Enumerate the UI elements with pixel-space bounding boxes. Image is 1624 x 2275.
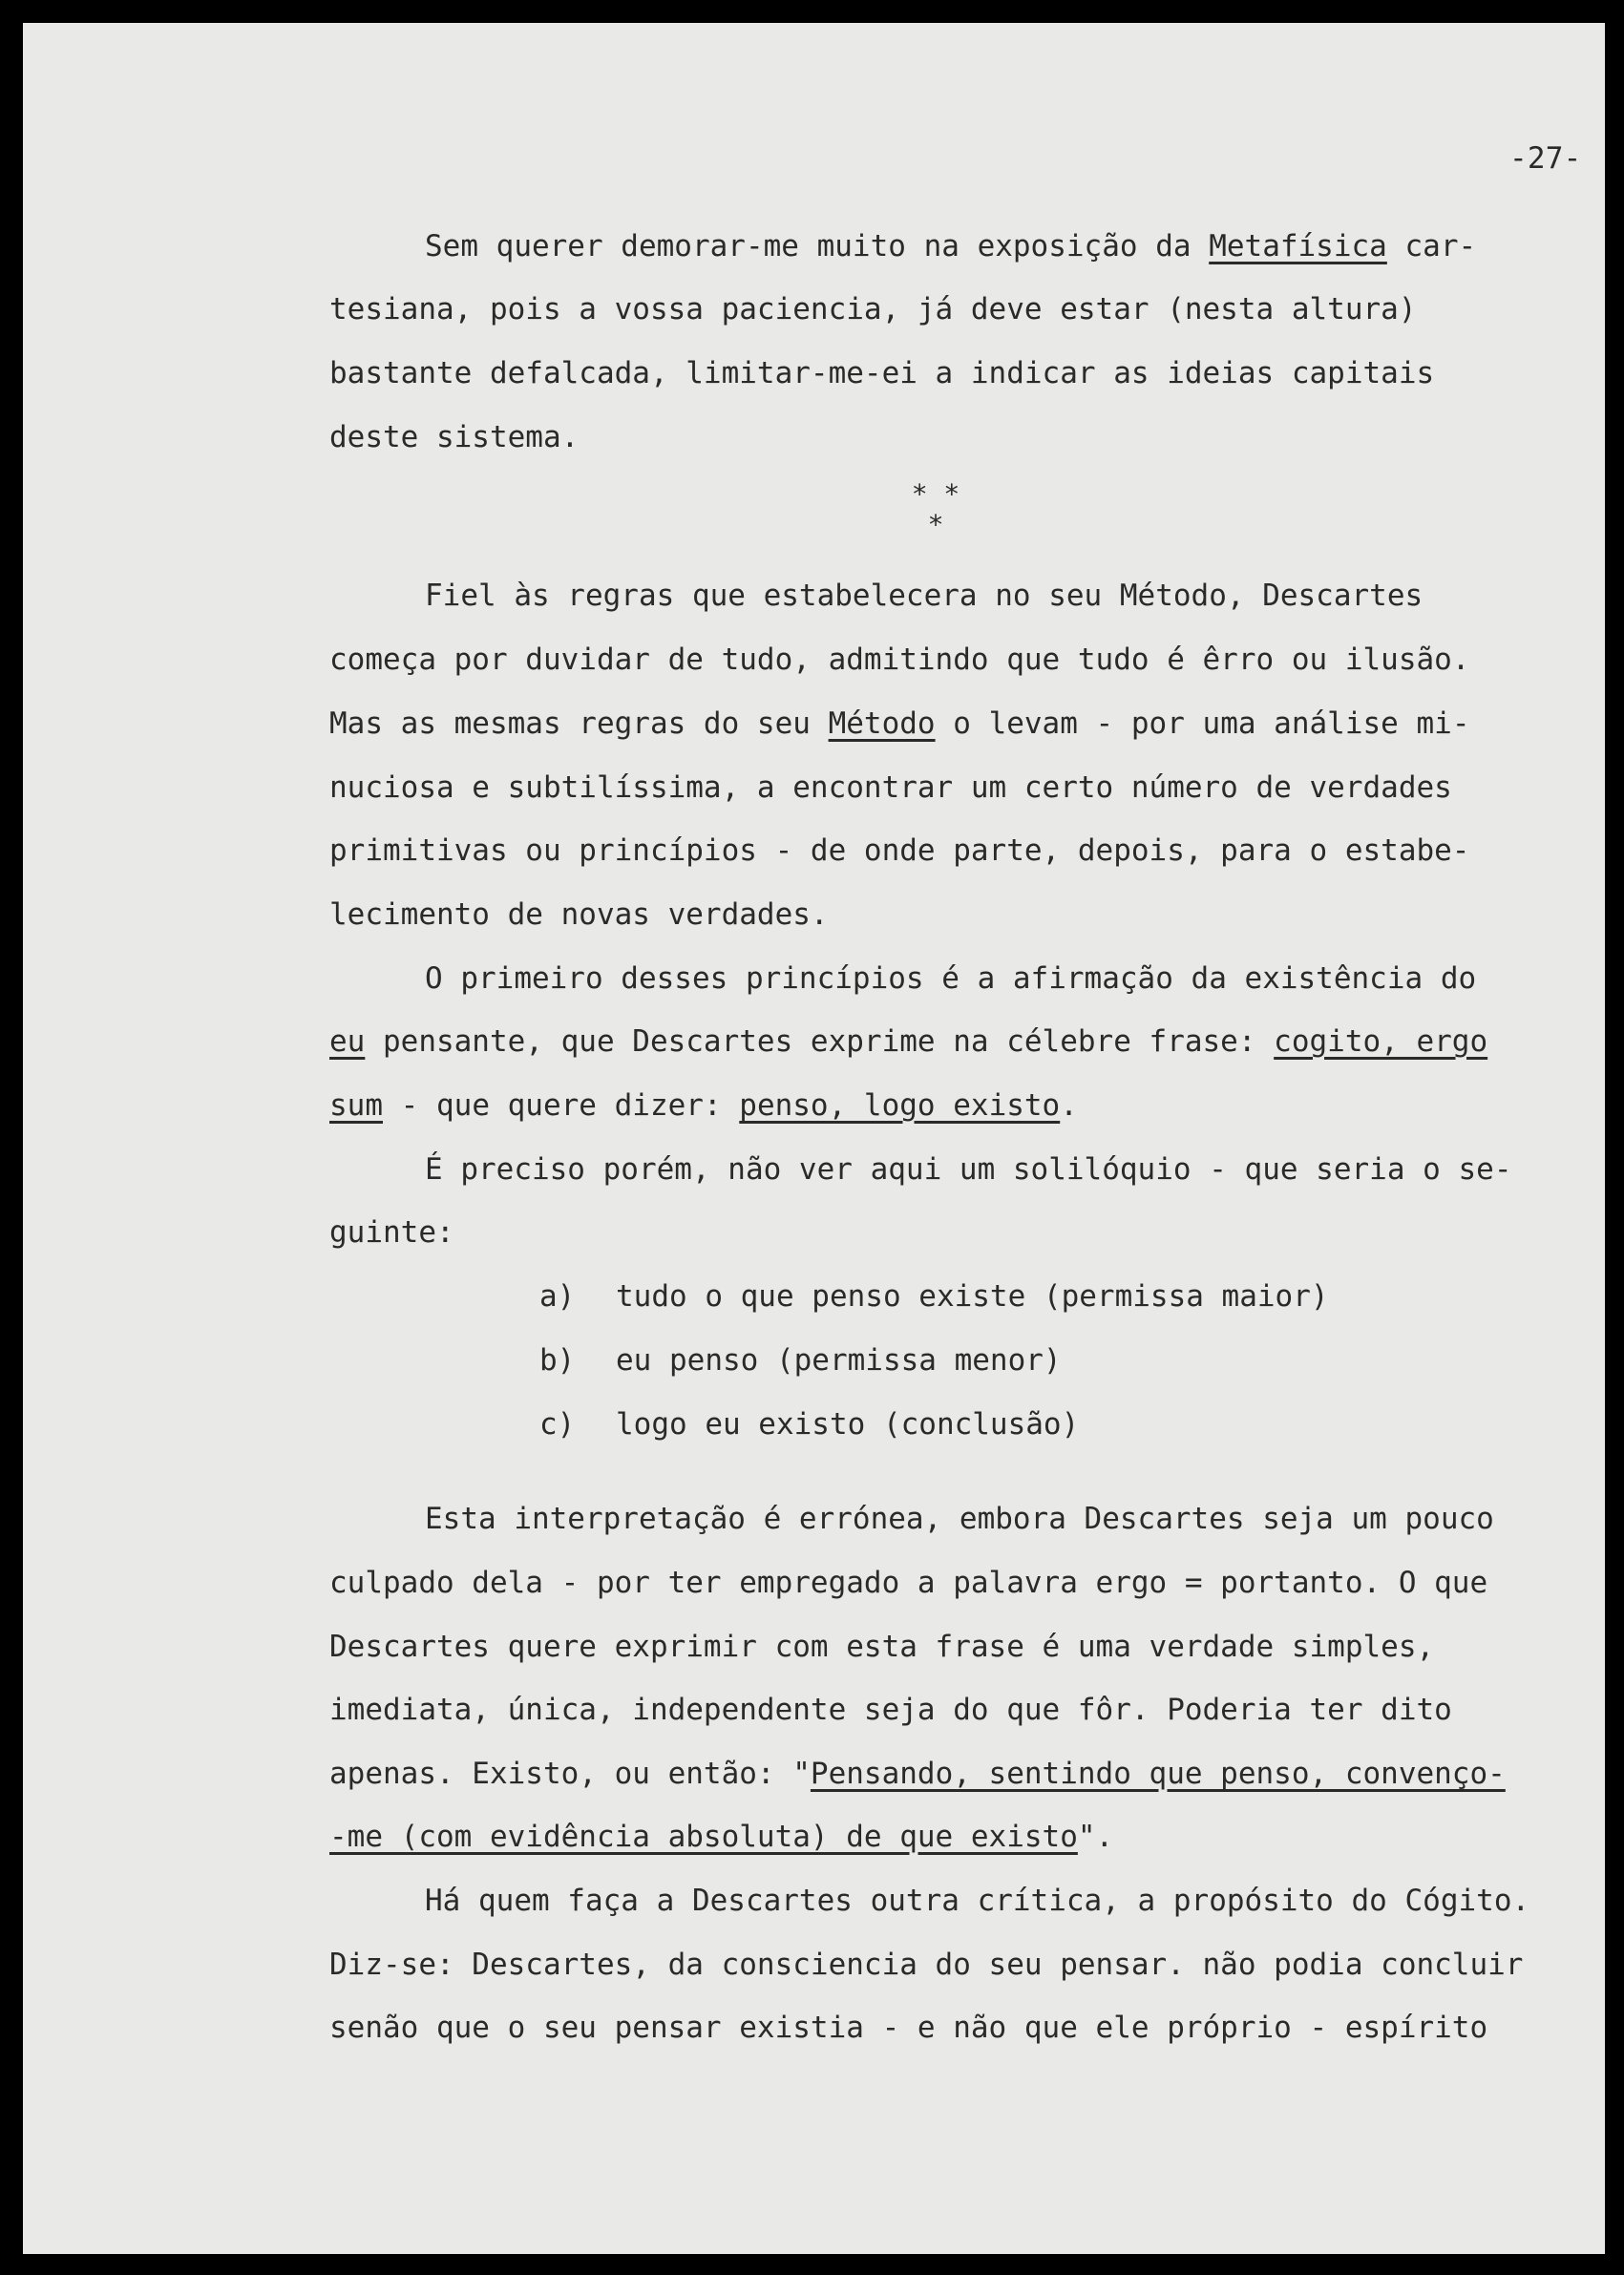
syllogism-item: c) logo eu existo (conclusão) bbox=[539, 1407, 1080, 1442]
text-line: -me (com evidência absoluta) de que existo". bbox=[329, 1820, 1114, 1854]
text-line: Esta interpretação é errónea, embora Descartes seja um pouco bbox=[425, 1502, 1494, 1536]
underlined-term: Método bbox=[828, 706, 936, 741]
text-line: guinte: bbox=[329, 1215, 454, 1250]
text-line: culpado dela - por ter empregado a palavra ergo = portanto. O que bbox=[329, 1566, 1488, 1600]
text-line: sum - que quere dizer: penso, logo existo. bbox=[329, 1088, 1078, 1123]
text-line: deste sistema. bbox=[329, 420, 580, 454]
text-line: Há quem faça a Descartes outra crítica, a propósito do Cógito. bbox=[425, 1884, 1530, 1918]
underlined-term: cogito, ergo bbox=[1274, 1024, 1488, 1059]
text-line: Diz-se: Descartes, da consciencia do seu pensar. não podia concluir bbox=[329, 1948, 1524, 1982]
underlined-term: Metafísica bbox=[1209, 229, 1387, 263]
text-line: Fiel às regras que estabelecera no seu Método, Descartes bbox=[425, 579, 1424, 613]
text-line: senão que o seu pensar existia - e não que ele próprio - espírito bbox=[329, 2011, 1488, 2045]
text-line: começa por duvidar de tudo, admitindo que tudo é êrro ou ilusão. bbox=[329, 642, 1470, 677]
text-line: Sem querer demorar-me muito na exposição da Metafísica car- bbox=[425, 229, 1477, 263]
underlined-term: sum bbox=[329, 1088, 383, 1123]
text-line: O primeiro desses princípios é a afirmação da existência do bbox=[425, 961, 1477, 996]
underlined-term: eu bbox=[329, 1024, 366, 1059]
text-line: imediata, única, independente seja do que fôr. Poderia ter dito bbox=[329, 1693, 1452, 1727]
text-line: apenas. Existo, ou então: "Pensando, sentindo que penso, convenço- bbox=[329, 1757, 1506, 1791]
underlined-quote: Pensando, sentindo que penso, convenço- bbox=[810, 1757, 1506, 1791]
text-line: nuciosa e subtilíssima, a encontrar um certo número de verdades bbox=[329, 770, 1452, 805]
text-line: eu pensante, que Descartes exprime na célebre frase: cogito, ergo bbox=[329, 1024, 1488, 1059]
text-line: lecimento de novas verdades. bbox=[329, 897, 829, 932]
syllogism-item: b) eu penso (permissa menor) bbox=[539, 1343, 1062, 1378]
underlined-quote: -me (com evidência absoluta) de que existo bbox=[329, 1820, 1078, 1854]
underlined-term: penso, logo existo bbox=[739, 1088, 1061, 1123]
text-line: Descartes quere exprimir com esta frase é uma verdade simples, bbox=[329, 1630, 1435, 1664]
text-line: Mas as mesmas regras do seu Método o levam - por uma análise mi- bbox=[329, 706, 1470, 741]
syllogism-item: a) tudo o que penso existe (permissa maior) bbox=[539, 1279, 1329, 1314]
text-line: bastante defalcada, limitar-me-ei a indicar as ideias capitais bbox=[329, 356, 1435, 390]
section-separator: * * * bbox=[911, 478, 960, 540]
text-line: É preciso porém, não ver aqui um solilóquio - que seria o se- bbox=[425, 1152, 1512, 1187]
text-line: primitivas ou princípios - de onde parte, depois, para o estabe- bbox=[329, 833, 1470, 868]
text-line: tesiana, pois a vossa paciencia, já deve estar (nesta altura) bbox=[329, 292, 1417, 327]
page-number: -27- bbox=[1509, 141, 1582, 176]
